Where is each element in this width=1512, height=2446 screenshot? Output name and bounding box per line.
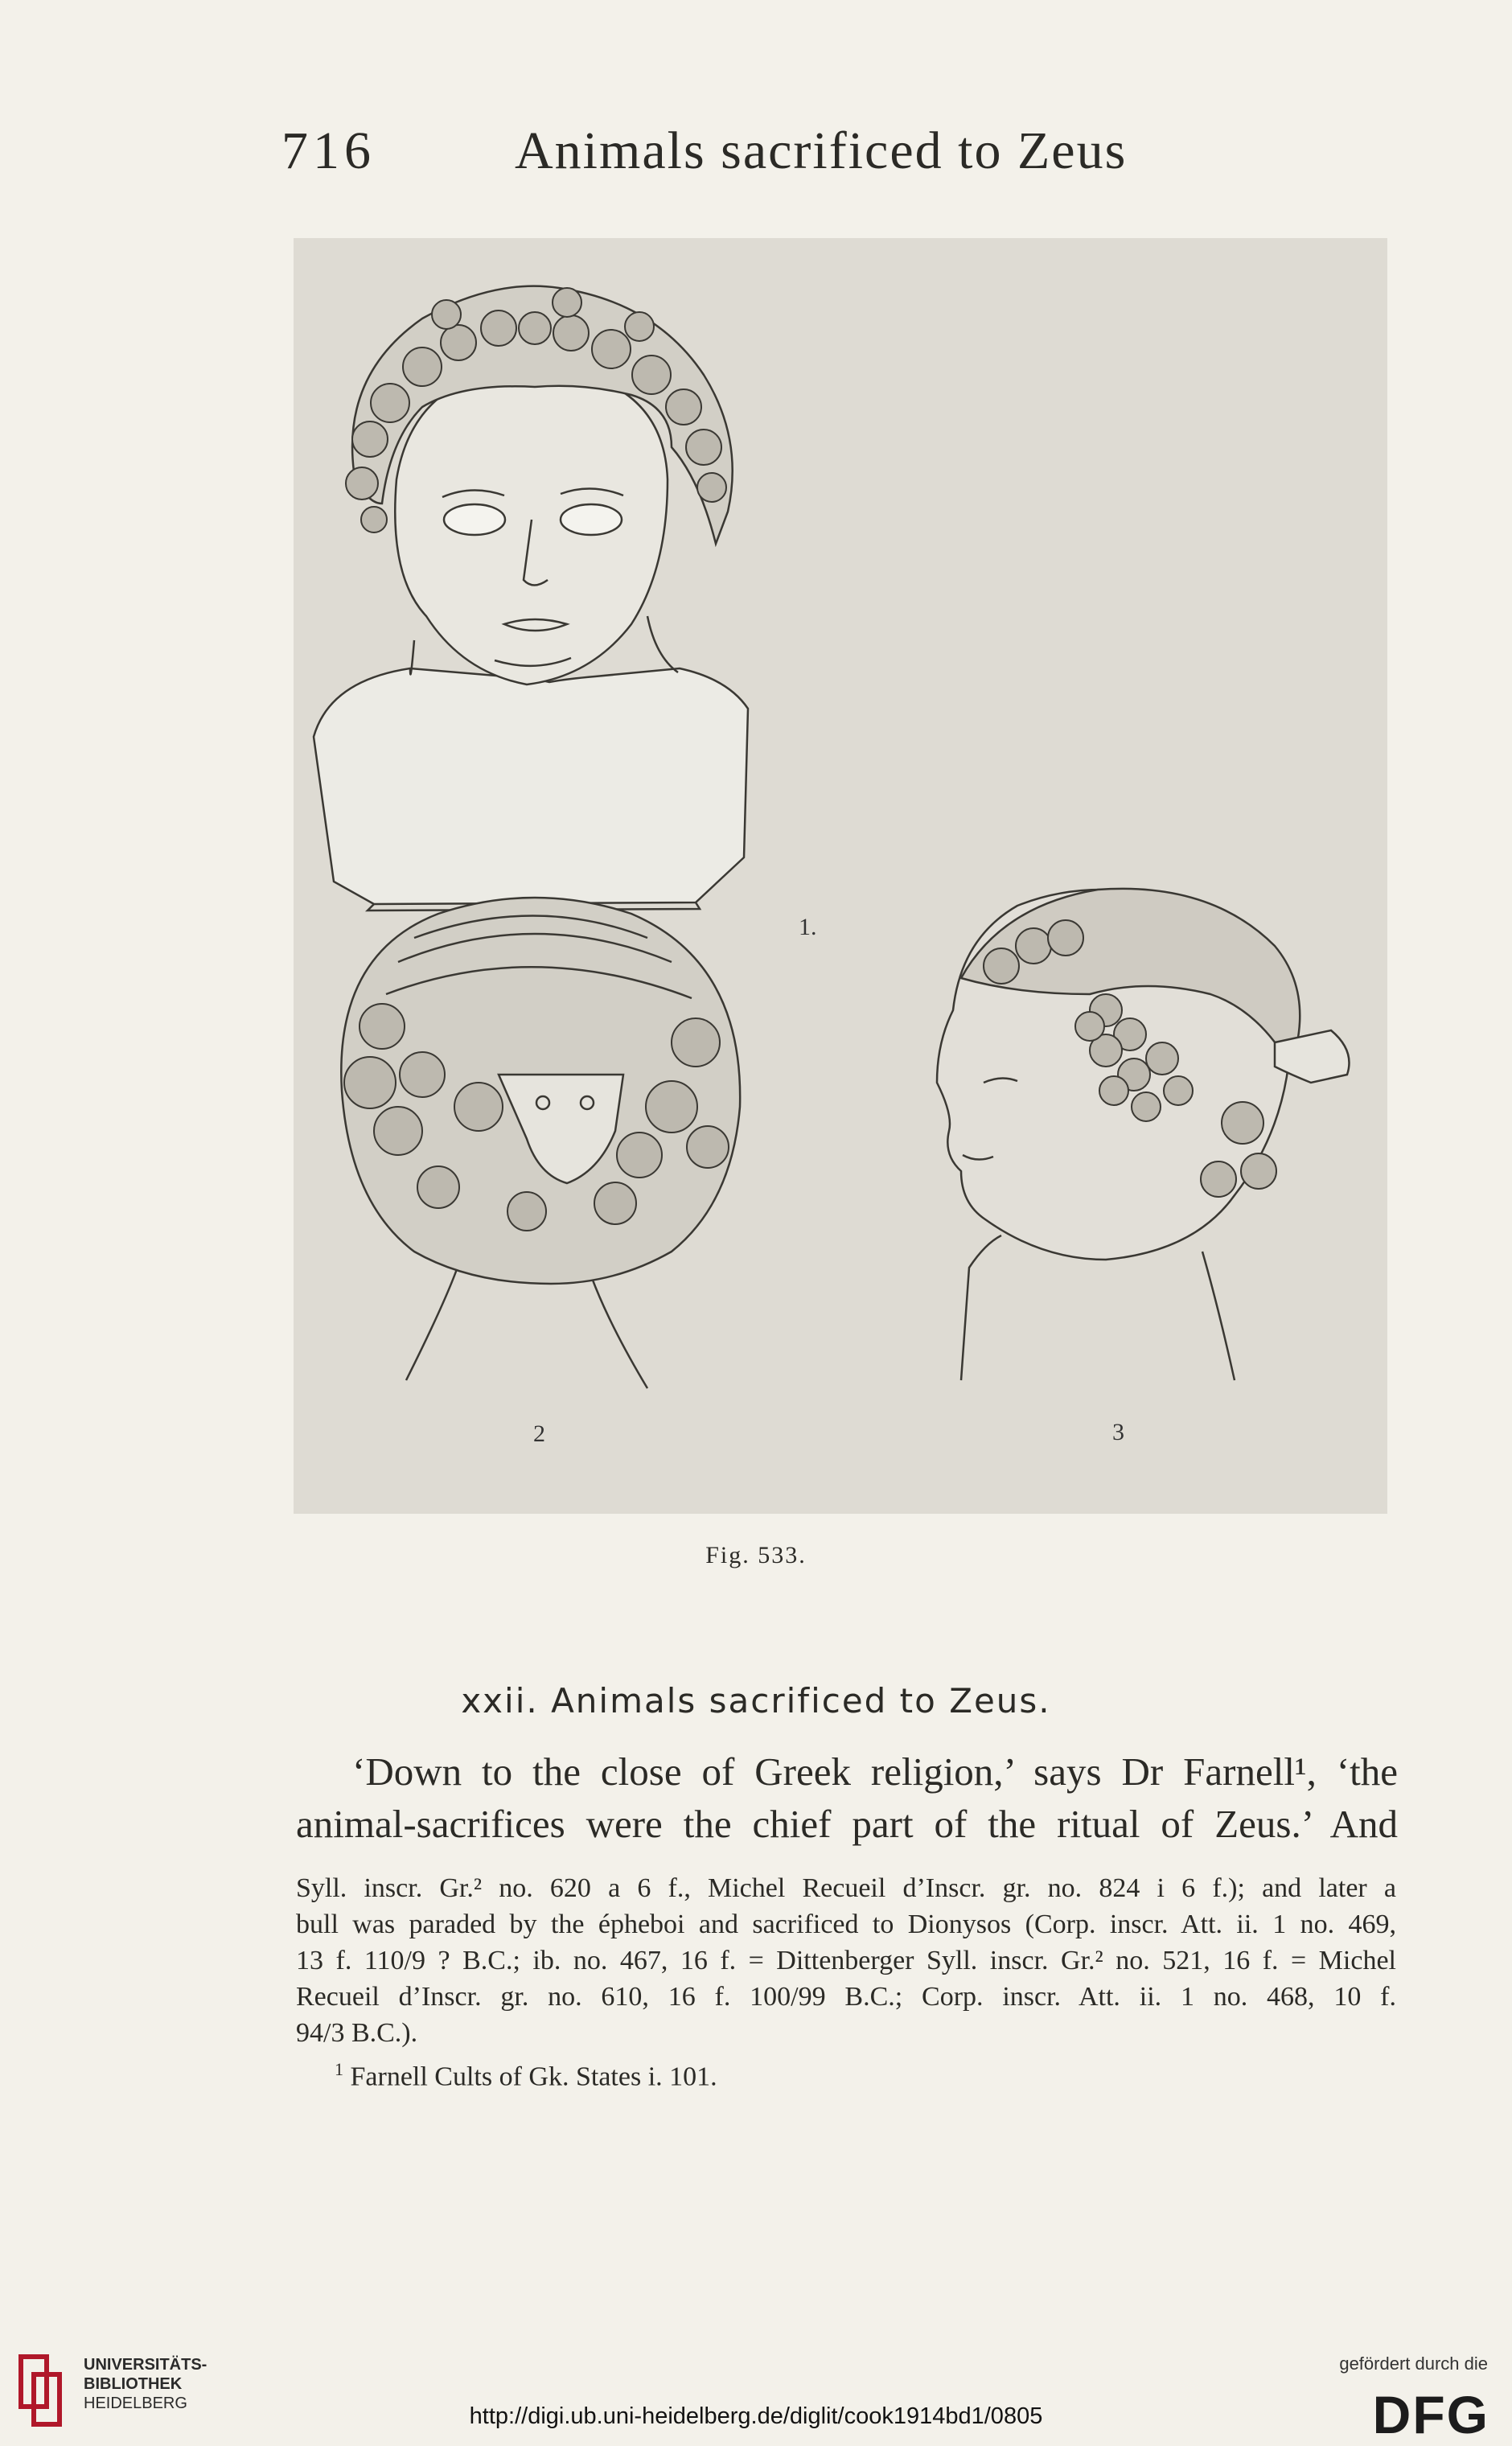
- running-head: [281, 121, 1247, 193]
- footnote-line: bull was paraded by the épheboi and sacrificed to Dionysos (Corp. inscr. Att. ii. 1 no. 469,: [296, 1910, 1396, 1939]
- footnote-line: Recueil d’Inscr. gr. no. 610, 16 f. 100/99 B.C.; Corp. inscr. Att. ii. 1 no. 468, 10 f.: [296, 1982, 1396, 2012]
- digitization-footer: [0, 2333, 1512, 2446]
- footnote-line: 94/3 B.C.).: [296, 2018, 418, 2048]
- section-heading: xxii. Animals sacrificed to Zeus.: [461, 1681, 1051, 1720]
- body-paragraph: [296, 1745, 1398, 1850]
- figure-label-3: 3: [1112, 1419, 1124, 1445]
- figure-label-1: 1.: [799, 914, 817, 940]
- body-line: animal-sacrifices were the chief part of the ritual of Zeus.’ And: [296, 1802, 1398, 1846]
- figure-label-2: 2: [533, 1420, 545, 1447]
- figure-caption: Fig. 533.: [705, 1542, 807, 1568]
- body-line: ‘Down to the close of Greek religion,’ says Dr Farnell¹, ‘the: [352, 1749, 1398, 1794]
- footnote-1-text: Farnell Cults of Gk. States i. 101.: [350, 2062, 717, 2092]
- footnotes: [296, 1870, 1396, 2095]
- figure-plate: [294, 238, 1387, 1514]
- footnote-line: Syll. inscr. Gr.² no. 620 a 6 f., Michel Recueil d’Inscr. gr. no. 824 i 6 f.); and later a: [296, 1873, 1396, 1903]
- dfg-logo: DFG: [1372, 2385, 1489, 2444]
- footnote-line: 13 f. 110/9 ? B.C.; ib. no. 467, 16 f. = Dittenberger Syll. inscr. Gr.² no. 521, 16 f. = Michel: [296, 1946, 1396, 1975]
- page-number: 716: [281, 121, 376, 180]
- library-name: UNIVERSITÄTS- BIBLIOTHEK HEIDELBERG: [84, 2356, 207, 2412]
- sculpture-illustration: [294, 238, 1387, 1514]
- footnote-marker: 1: [335, 2059, 343, 2079]
- footnote-1: [296, 2051, 1396, 2095]
- digitization-url[interactable]: http://digi.ub.uni-heidelberg.de/diglit/cook1914bd1/0805: [469, 2403, 1043, 2429]
- running-title: Animals sacrificed to Zeus: [515, 121, 1128, 180]
- funding-note: gefördert durch die: [1339, 2354, 1488, 2374]
